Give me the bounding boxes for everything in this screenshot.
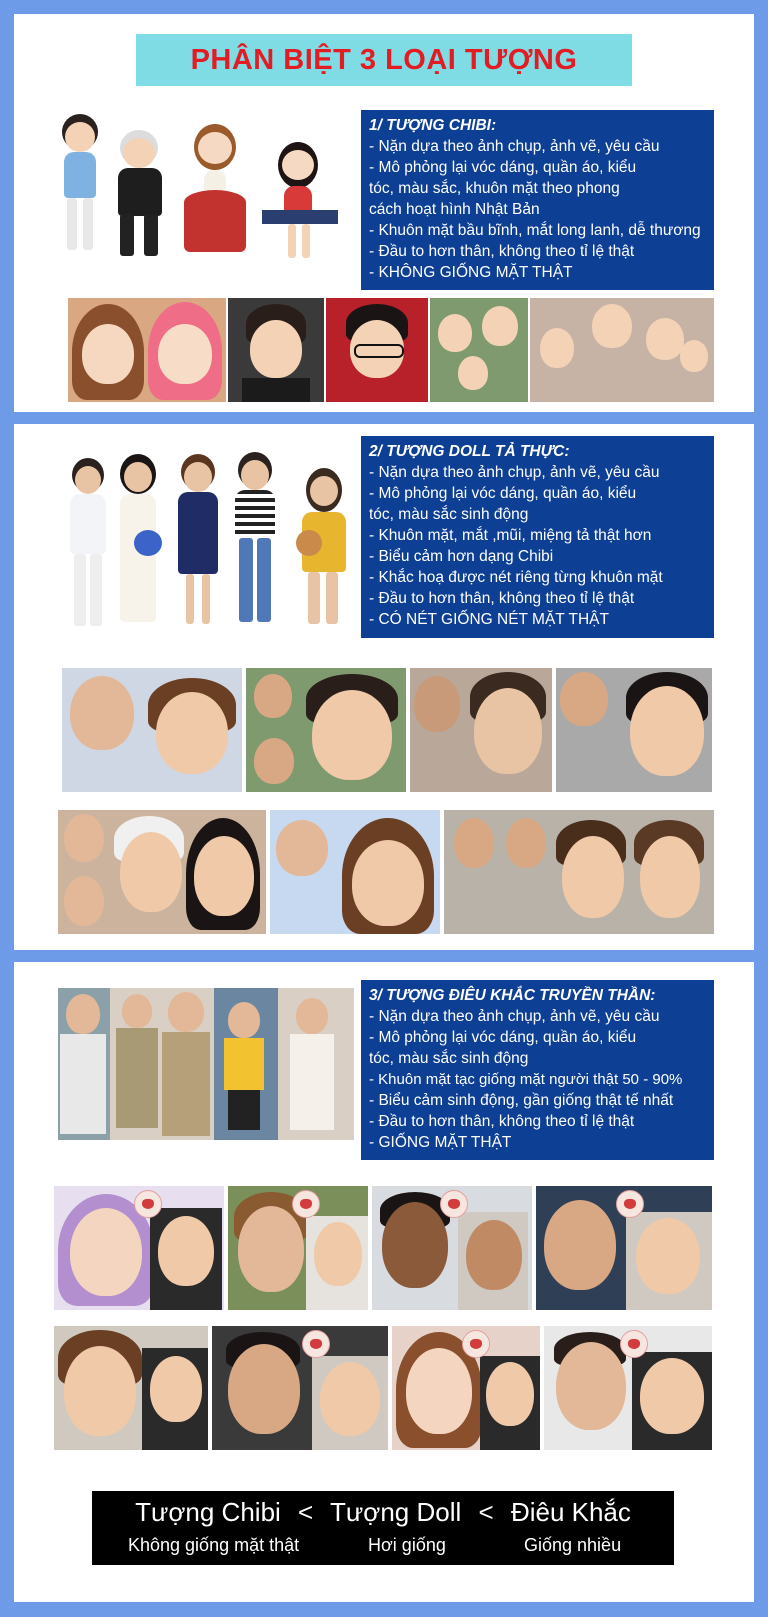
section3-line: - Nặn dựa theo ảnh chụp, ảnh vẽ, yêu cầu [369,1008,660,1025]
chibi-label: Tượng Chibi [135,1497,281,1527]
doll-figurine-icon [294,468,354,630]
chibi-figurines-photo [52,110,344,270]
section2-line: - Khắc hoạ được nét riêng từng khuôn mặt [369,569,663,586]
less-than-symbol: < [478,1497,494,1527]
brand-logo-icon [440,1190,468,1218]
doll-comparison-photo [556,668,712,792]
section1-line: - Nặn dựa theo ảnh chụp, ảnh vẽ, yêu cầu [369,138,660,155]
section3-line: - Biểu cảm sinh động, gần giống thật tế nhất [369,1092,674,1109]
chibi-closeup-photo [326,298,428,402]
doll-comparison-photo [444,810,714,934]
chibi-figurine-icon [180,124,250,264]
brand-logo-icon [302,1330,330,1358]
doll-figurine-icon [174,454,222,630]
doll-comparison-photo [58,810,266,934]
chibi-closeup-photo [68,298,226,402]
doll-figurine-icon [66,458,110,630]
section3-line: - Mô phỏng lại vóc dáng, quần áo, kiểu [369,1029,637,1046]
chibi-closeup-photo [228,298,324,402]
section2-heading: 2/ TƯỢNG DOLL TẢ THỰC: [369,443,570,460]
sculpt-description: Giống nhiều [524,1535,622,1555]
sculpt-comparison-photo [212,1326,388,1450]
section3-line: - GIỐNG MẶT THẬT [369,1134,512,1151]
section3-heading: 3/ TƯỢNG ĐIÊU KHẮC TRUYỀN THẦN: [369,987,656,1004]
doll-figurine-icon [112,454,164,630]
section1-line: - Đầu to hơn thân, không theo tỉ lệ thật [369,243,635,260]
doll-comparison-photo [246,668,406,792]
section1-info-box [361,110,714,290]
brand-logo-icon [134,1190,162,1218]
doll-description: Hơi giống [368,1535,446,1555]
section1-line: cách hoạt hình Nhật Bản [369,201,540,218]
sculpt-comparison-photo [54,1326,208,1450]
section3-line: - Đầu to hơn thân, không theo tỉ lệ thật [369,1113,635,1130]
comparison-ranking [92,1497,674,1528]
chibi-figurine-icon [262,142,338,266]
sculpt-comparison-photo [392,1326,540,1450]
section3-line: - Khuôn mặt tạc giống mặt người thật 50 - 90% [369,1071,683,1088]
section2-line: - Mô phỏng lại vóc dáng, quần áo, kiểu [369,485,637,502]
sculpt-comparison-photo [536,1186,712,1310]
brand-logo-icon [616,1190,644,1218]
section2-line: - CÓ NÉT GIỐNG NÉT MẶT THẬT [369,611,609,628]
brand-logo-icon [620,1330,648,1358]
section2-line: - Đầu to hơn thân, không theo tỉ lệ thật [369,590,635,607]
section2-line: - Khuôn mặt, mắt ,mũi, miệng tả thật hơn [369,527,652,544]
brand-logo-icon [292,1190,320,1218]
chibi-figurine-icon [56,114,104,264]
page-title-bar [136,34,632,86]
sculpt-figurines-photo [58,988,354,1140]
doll-comparison-photo [410,668,552,792]
section1-line: - Khuôn mặt bầu bĩnh, mắt long lanh, dễ thương [369,222,701,239]
section1-line: - Mô phỏng lại vóc dáng, quần áo, kiểu [369,159,637,176]
page-title: PHÂN BIỆT 3 LOẠI TƯỢNG [190,43,578,76]
sculpt-comparison-photo [544,1326,712,1450]
section3-info-box [361,980,714,1160]
less-than-symbol: < [298,1497,314,1527]
chibi-closeup-photo [530,298,714,402]
chibi-figurine-icon [110,130,170,266]
section1-line: tóc, màu sắc, khuôn mặt theo phong [369,180,620,197]
sculpt-comparison-photo [372,1186,532,1310]
comparison-bar [92,1491,674,1565]
chibi-closeup-photo [430,298,528,402]
doll-comparison-photo [62,668,242,792]
chibi-description: Không giống mặt thật [128,1535,300,1555]
brand-logo-icon [462,1330,490,1358]
section3-line: tóc, màu sắc sinh động [369,1050,529,1067]
doll-comparison-photo [270,810,440,934]
sculpt-comparison-photo [228,1186,368,1310]
section2-line: tóc, màu sắc sinh động [369,506,529,523]
doll-label: Tượng Doll [330,1497,462,1527]
section2-line: - Biểu cảm hơn dạng Chibi [369,548,554,565]
section1-line: - KHÔNG GIỐNG MẶT THẬT [369,264,573,281]
sculpt-comparison-photo [54,1186,224,1310]
doll-figurines-photo [62,448,358,634]
section2-info-box [361,436,714,638]
sculpt-label: Điêu Khắc [510,1497,631,1527]
doll-figurine-icon [230,452,280,630]
section2-line: - Nặn dựa theo ảnh chụp, ảnh vẽ, yêu cầu [369,464,660,481]
section1-heading: 1/ TƯỢNG CHIBI: [369,117,497,134]
